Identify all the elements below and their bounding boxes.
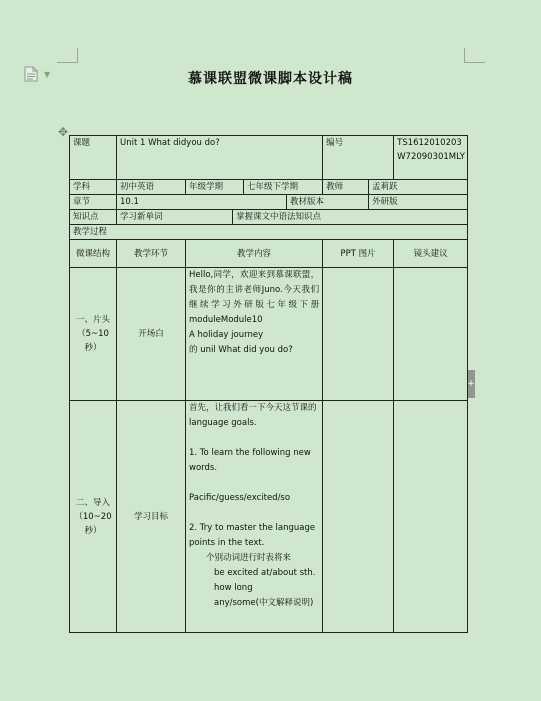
grade-label: 年级学期 [186,180,244,195]
textbook-label: 教材版本 [287,195,369,210]
structure-cell[interactable]: 一、片头（5~10秒） [70,268,117,401]
subject-value[interactable]: 初中英语 [117,180,186,195]
chapter-label: 章节 [70,195,117,210]
content-line: 2. Try to master the language points in the text. [189,523,316,548]
content-cell[interactable] [186,268,323,401]
structure-cell[interactable]: 二、导入（10~20秒） [70,401,117,633]
code-line-2: W72090301MLY [397,152,465,162]
camera-cell[interactable] [394,401,468,633]
table-row [70,268,468,401]
content-line: any/some(中文解释说明) [214,598,314,608]
teacher-label: 教师 [323,180,369,195]
knowledge-label: 知识点 [70,210,117,225]
teacher-value[interactable]: 孟莉跃 [369,180,468,195]
content-line: 的 unil What did you do? [189,345,293,355]
chapter-row [70,195,468,210]
content-line [189,506,319,521]
subject-row [70,180,468,195]
process-label: 教学过程 [70,225,468,240]
grade-value[interactable]: 七年级下学期 [244,180,323,195]
content-cell[interactable] [186,401,323,633]
content-line: 1. To learn the following new words. [189,448,311,473]
code-label: 编号 [323,136,394,180]
content-line [189,476,319,491]
table-row [70,401,468,633]
topic-value[interactable]: Unit 1 What didyou do? [117,136,323,180]
crop-mark-top-left [57,48,78,63]
content-line: how long [214,583,253,593]
content-line: be excited at/about sth. [214,568,316,578]
expand-panel-icon[interactable]: + [467,370,475,398]
topic-row [70,136,468,180]
crop-mark-top-right [464,48,485,63]
header-camera: 镜头建议 [394,240,468,268]
step-cell[interactable]: 开场白 [117,268,186,401]
ppt-cell[interactable] [323,268,394,401]
knowledge-value-2[interactable]: 掌握课文中语法知识点 [233,210,468,225]
header-step: 教学环节 [117,240,186,268]
topic-label: 课题 [70,136,117,180]
code-line-1: TS1612010203 [397,138,462,148]
content-line: A holiday journey [189,330,264,340]
code-value[interactable] [394,136,468,180]
lesson-script-table [69,135,468,633]
header-ppt: PPT 图片 [323,240,394,268]
textbook-value[interactable]: 外研版 [369,195,468,210]
content-line: 个别动词进行时表将来 [206,553,292,563]
step-cell[interactable]: 学习目标 [117,401,186,633]
process-row [70,225,468,240]
knowledge-value-1[interactable]: 学习新单词 [117,210,233,225]
header-content: 教学内容 [186,240,323,268]
content-line: Pacific/guess/excited/so [189,493,291,503]
table-move-handle-icon[interactable]: ✥ [58,125,69,139]
content-line: Hello,同学，欢迎来到慕课联盟，我是你的主讲老师Juno.今天我们继续学习外研版七年级下册moduleModule10 [189,270,320,325]
camera-cell[interactable] [394,268,468,401]
subject-label: 学科 [70,180,117,195]
content-line: 首先，让我们看一下今天这节课的 language goals. [189,403,317,428]
chevron-down-icon[interactable]: ▼ [44,70,51,79]
header-row [70,240,468,268]
chapter-value[interactable]: 10.1 [117,195,287,210]
content-line [189,431,319,446]
page-title: 慕课联盟微课脚本设计稿 [188,71,353,87]
header-structure: 微课结构 [70,240,117,268]
ppt-cell[interactable] [323,401,394,633]
knowledge-row [70,210,468,225]
